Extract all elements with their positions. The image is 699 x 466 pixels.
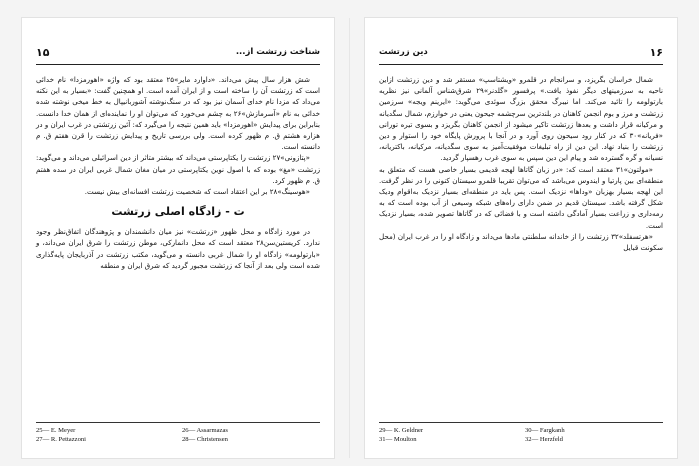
right-page-body — [379, 74, 663, 253]
left-running-head: شناخت زرتشت از... — [235, 47, 320, 57]
footnote-32: 32— Herzfeld — [525, 436, 563, 443]
footnote-25: 25— E. Meyer — [36, 427, 76, 434]
right-footnotes — [379, 422, 663, 444]
left-paragraph-2: «پتازونی»۲۷ زرتشت را یکتاپرستی می‌داند که بیشتر متاثر از دین اسرائیلی می‌داند و می‌گوید: زرتشت «مغ» بوده که با اصول نوین یکتاپرستی در میان مغان شمال غربی ایران در سده هفتم ق. م ظهور کرد. — [36, 153, 320, 185]
right-paragraph-1: شمال خراسان بگریزد، و سرانجام در قلمرو «ویشتاسپ» مستقر شد و دین زرتشت ازاین ناحیه به سرزمینهای دیگر نفوذ یافت.» پرفسور «گلدنر»۲۹ شرق‌شناس آلمانی نیز نظریه بارتولومه را تائید می‌کند. اما نیبرگ محقق بزرگ سوئدی می‌گوید: «ایرینم ویجه» سرزمین زرتشت و مرز و بوم انجمن کاهنان در بلندترین سرچشمه جیحون یعنی در خوارزم، شمال سگدیانه و مرکیانه قرار داشت و بعدها زرتشت تاکیر میشود از انجمن کاهنان بگریزد و بسوی تیره تورانی «فریانه»۳۰ که در کنار رود سیحون روی آورد و در آنجا با پرورش پایگاه خود را استوار و دین زرتشت را بنیاد نهاد. این دین از راه تبلیغات موفقیت‌آمیز به سوی سگدیانه، مرکیانه، باکتریانه، نسیانه و گره گسترده شد و پیام این دین سپس به سوی غرب رهسپار گردید. — [379, 75, 663, 163]
left-page-number: ۱۵ — [36, 46, 50, 59]
footnote-29: 29— K. Geldner — [379, 427, 424, 434]
left-page-body — [36, 74, 320, 271]
footnote-30: 30— Fargkanh — [525, 427, 565, 434]
right-page-header — [379, 46, 663, 65]
left-page-header — [36, 46, 320, 65]
footnote-31: 31— Moulton — [379, 436, 417, 443]
right-paragraph-2: «مولتون»۳۱ معتقد است که: «در زبان گاتاها لهجه قدیمی بسیار خاصی هست که متعلق به منطقه‌ای بین پارتیا و ایندوس می‌باشد که می‌توان تقریبا قلمرو سیستان کنونی را در نظر گرفت. این لهجه بسیار بهزبان «وداها» نزدیک است. پس باید در منطقه‌ای بسیار نزدیک به‌اقوام ودیک شکل گرفته باشد. سیستان قدیم در ضمن دارای راه‌های شبکه وسیعی از آب بوده است که به رمه‌داری و زراعت بسیار آمادگی داشته است و با فضائی که در گاتاها تصویر شده، بسیار نزدیک است. — [379, 164, 663, 230]
footnote-27: 27— R. Pettazzoni — [36, 436, 86, 443]
left-paragraph-4: در مورد زادگاه و محل ظهور «زرتشت» نیز میان دانشمندان و پژوهندگان اتفاق‌نظر وجود ندارد. کریستین‌سن۲۸ معتقد است که محل دانمارکی، موطن زرتشت را شرق ایران می‌داند، و «بارتولومه» زادگاه او را شمال غربی دانسته و می‌گوید، مکتب زرتشت در آذربایجان پایه‌گذاری شده است ولی بعد از آنجا که زرتشت مجبور گردید که شرق ایران و منطقه — [36, 227, 320, 270]
left-paragraph-3: «هوسینگ»۲۸ بر این اعتقاد است که شخصیت زرتشت افسانه‌ای بیش نیست. — [84, 187, 310, 197]
left-footnotes — [36, 422, 320, 444]
section-heading: ت - زادگاه اصلی زرتشت — [111, 205, 245, 219]
footnote-26: 26— Assarmazas — [182, 427, 228, 434]
left-paragraph-1: شش هزار سال پیش می‌داند. «داوارد مایر»۲۵ معتقد بود که واژه «اهورمزدا» نام خدائی است که زرتشت آن را ساخته است و از ایران آمده است. او همچنین گفت: «بسیار به این نکته می‌داد که مزدا نام خدای آسمان نیز بود که در سنگ‌نوشته آشوربانیپال به خط میخی نوشته شده خدائی به نام «آسرمازش»۲۶ به چشم می‌خورد که می‌توان او را نماینده‌ای از همان خدا دانست. بنابراین برای پیدایش «اهورمزدا» باید همین نتیجه را می‌گیرد که: آئین زرتشتی در غرب ایران و در هزاره هشتم ق. م ظهور کرده است. ولی بررسی تاریخ و پیدایش زرتشت را قرن هفتم ق. م دانسته است. — [36, 75, 320, 152]
footnote-28: 28— Christensen — [182, 436, 228, 443]
book-gutter — [349, 18, 350, 458]
right-page — [365, 18, 677, 458]
right-paragraph-3: «هرتسفلد»۳۲ زرتشت را از خاندانه سلطنتی مادها می‌داند و زادگاه او را در غرب ایران (محل سکونت قبایل — [379, 231, 663, 253]
right-running-head: دین زرتشت — [379, 47, 428, 57]
right-page-number: ۱۶ — [649, 46, 663, 59]
left-page — [22, 18, 334, 458]
